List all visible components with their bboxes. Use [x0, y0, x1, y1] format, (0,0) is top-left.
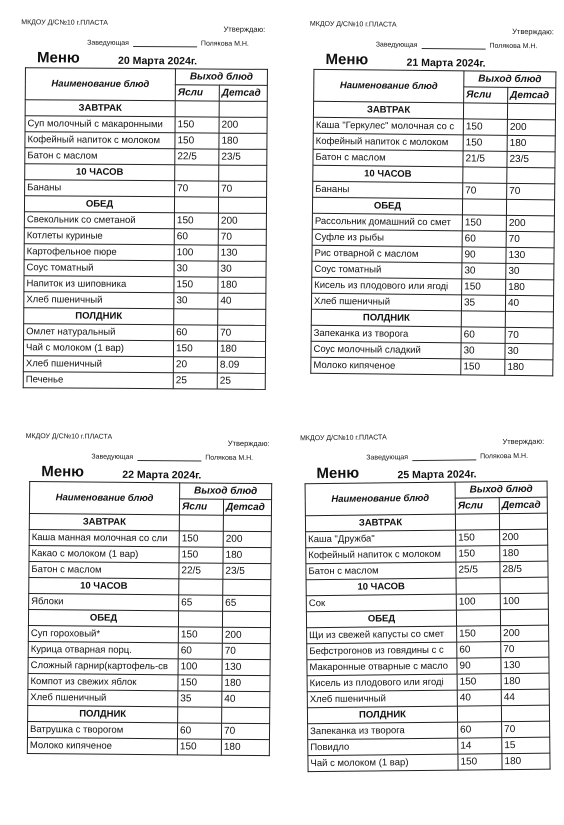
- head-signature-line: [376, 41, 538, 50]
- menu-date: 21 Марта 2024г.: [406, 56, 486, 70]
- dish-name: Компот из свежих яблок: [28, 674, 178, 691]
- yasli-value: 150: [174, 277, 218, 293]
- detsad-value: 100: [500, 593, 548, 610]
- menu-title: Меню: [316, 464, 360, 483]
- col-header-output: Выход блюд: [175, 69, 267, 86]
- dish-name: Печенье: [23, 372, 173, 389]
- col-header-dish: Наименование блюд: [25, 68, 175, 101]
- detsad-value: 180: [221, 739, 269, 755]
- table-row: [24, 244, 266, 262]
- detsad-value: 23/5: [507, 151, 555, 168]
- yasli-value: 35: [178, 691, 222, 707]
- detsad-value: 70: [218, 229, 266, 245]
- dish-name: Кофейный напиток с молоком: [306, 546, 456, 564]
- menu-sheet-4: [282, 417, 558, 825]
- dish-name: Бефстрогонов из говядины с с: [307, 642, 457, 660]
- detsad-value: 25: [217, 373, 265, 389]
- dish-name: Картофельное пюре: [24, 244, 174, 261]
- yasli-value: 22/5: [175, 149, 219, 165]
- yasli-value: 60: [177, 723, 221, 739]
- empty-cell: [456, 578, 500, 594]
- col-header-dish: Наименование блюд: [314, 69, 464, 103]
- yasli-value: 30: [462, 263, 506, 279]
- org-name: МКДОУ Д/С№10 г.ПЛАСТА: [25, 432, 113, 441]
- dish-name: Ватрушка с творогом: [27, 722, 177, 739]
- empty-cell: [179, 579, 223, 595]
- head-name: Полякова М.Н.: [489, 42, 538, 51]
- detsad-value: 180: [506, 279, 554, 296]
- detsad-value: 180: [502, 753, 550, 770]
- yasli-value: 150: [457, 674, 501, 690]
- detsad-value: 40: [222, 691, 270, 707]
- yasli-value: 150: [178, 627, 222, 643]
- section-label: ОБЕД: [28, 610, 178, 627]
- yasli-value: 150: [456, 546, 500, 562]
- detsad-value: 200: [222, 627, 270, 643]
- empty-cell: [222, 707, 270, 723]
- detsad-value: 180: [505, 359, 553, 376]
- empty-cell: [223, 515, 271, 531]
- dish-name: Батон с маслом: [25, 148, 175, 165]
- table-row: [24, 260, 266, 278]
- dish-name: Суп молочный с макаронными: [25, 116, 175, 133]
- dish-name: Хлеб пшеничный: [23, 356, 173, 373]
- head-signature-line: [87, 40, 249, 48]
- empty-cell: [500, 609, 548, 626]
- table-row: [24, 324, 266, 342]
- yasli-value: 150: [461, 359, 505, 375]
- yasli-value: 90: [457, 658, 501, 674]
- dish-name: Соус молочный сладкий: [311, 341, 461, 359]
- col-header-detsad: Детсад: [508, 87, 556, 104]
- menu-date: 22 Марта 2024г.: [122, 468, 202, 482]
- head-label: Заведующая: [87, 39, 129, 47]
- empty-cell: [506, 199, 554, 216]
- dish-name: Курица отварная порц.: [28, 642, 178, 659]
- menu-title: Меню: [36, 49, 80, 67]
- empty-cell: [219, 165, 267, 181]
- dish-name: Бананы: [25, 180, 175, 197]
- menu-table: [305, 481, 551, 773]
- dish-name: Хлеб пшеничный: [307, 690, 457, 708]
- yasli-value: 20: [173, 357, 217, 373]
- section-label: ПОЛДНИК: [307, 706, 457, 724]
- empty-cell: [179, 515, 223, 531]
- yasli-value: 40: [457, 690, 501, 706]
- detsad-value: 130: [501, 657, 549, 674]
- yasli-value: 150: [462, 215, 506, 231]
- dish-name: Кисель из плодового или ягоді: [312, 277, 462, 295]
- dish-name: Яблоки: [29, 594, 179, 611]
- yasli-value: 150: [175, 133, 219, 149]
- approve-label: Утверждаю:: [502, 436, 545, 447]
- col-header-dish: Наименование блюд: [305, 482, 455, 516]
- detsad-value: 200: [219, 117, 267, 133]
- empty-cell: [222, 611, 270, 627]
- yasli-value: 100: [174, 245, 218, 261]
- section-label: ПОЛДНИК: [24, 308, 174, 325]
- empty-cell: [507, 167, 555, 184]
- yasli-value: 30: [174, 261, 218, 277]
- org-name: МКДОУ Д/С№10 г.ПЛАСТА: [309, 20, 397, 29]
- yasli-value: 21/5: [463, 151, 507, 167]
- yasli-value: 30: [461, 343, 505, 359]
- org-name: МКДОУ Д/С№10 г.ПЛАСТА: [21, 19, 108, 27]
- yasli-value: 150: [458, 754, 502, 770]
- empty-cell: [178, 707, 222, 723]
- dish-name: Повидло: [308, 738, 458, 756]
- col-header-detsad: Детсад: [219, 85, 267, 101]
- col-header-output: Выход блюд: [464, 71, 556, 88]
- head-label: Заведующая: [366, 454, 409, 462]
- empty-cell: [219, 101, 267, 117]
- col-header-yasli: Ясли: [464, 87, 508, 103]
- detsad-value: 200: [500, 529, 548, 546]
- detsad-value: 70: [505, 327, 553, 344]
- empty-cell: [457, 706, 501, 722]
- empty-cell: [499, 513, 547, 530]
- table-row: [24, 212, 266, 230]
- dish-name: Щи из свежей капусты со смет: [307, 626, 457, 644]
- approve-label: Утверждаю:: [227, 438, 270, 449]
- yasli-value: 25: [173, 373, 217, 389]
- signature-line: [137, 460, 201, 462]
- table-row: [308, 753, 550, 772]
- yasli-value: 150: [174, 213, 218, 229]
- yasli-value: 25/5: [456, 562, 500, 578]
- detsad-value: 23/5: [219, 149, 267, 165]
- empty-cell: [175, 165, 219, 181]
- empty-cell: [174, 309, 218, 325]
- yasli-value: 30: [174, 293, 218, 309]
- section-label: 10 ЧАСОВ: [313, 165, 463, 183]
- col-header-dish: Наименование блюд: [29, 482, 179, 515]
- section-row: [25, 100, 267, 118]
- detsad-value: 23/5: [223, 563, 271, 579]
- menu-sheet-2: [288, 5, 564, 413]
- dish-name: Какао с молоком (1 вар): [29, 546, 179, 563]
- head-signature-line: [91, 454, 253, 462]
- yasli-value: 100: [178, 659, 222, 675]
- dish-name: Хлеб пшеничный: [28, 690, 178, 707]
- menu-table: [23, 67, 268, 390]
- detsad-value: 130: [222, 659, 270, 675]
- dish-name: Молоко кипяченое: [311, 357, 461, 375]
- section-row: [24, 196, 266, 214]
- dish-name: Сок: [306, 594, 456, 612]
- col-header-yasli: Ясли: [175, 85, 219, 101]
- table-row: [23, 340, 265, 358]
- detsad-value: 200: [506, 215, 554, 232]
- empty-cell: [218, 309, 266, 325]
- dish-name: Чай с молоком (1 вар): [23, 340, 173, 357]
- detsad-value: 40: [218, 293, 266, 309]
- menu-table: [310, 69, 556, 377]
- yasli-value: 150: [457, 626, 501, 642]
- dish-name: Молоко кипяченое: [27, 738, 177, 755]
- yasli-value: 150: [462, 279, 506, 295]
- dish-name: Батон с маслом: [313, 149, 463, 167]
- head-name: Полякова М.Н.: [200, 40, 249, 48]
- table-header-row: [30, 482, 272, 500]
- yasli-value: 14: [458, 738, 502, 754]
- dish-name: Батон с маслом: [29, 562, 179, 579]
- section-label: ЗАВТРАК: [305, 514, 455, 532]
- head-label: Заведующая: [91, 453, 134, 461]
- section-label: ЗАВТРАК: [313, 101, 463, 119]
- table-row: [25, 148, 267, 166]
- yasli-value: 100: [456, 594, 500, 610]
- dish-name: Рассольник домашний со смет: [312, 213, 462, 231]
- detsad-value: 70: [219, 181, 267, 197]
- yasli-value: 60: [457, 642, 501, 658]
- section-label: ОБЕД: [306, 610, 456, 628]
- yasli-value: 35: [461, 295, 505, 311]
- empty-cell: [462, 199, 506, 215]
- detsad-value: 70: [501, 641, 549, 658]
- yasli-value: 60: [178, 643, 222, 659]
- yasli-value: 150: [173, 341, 217, 357]
- detsad-value: 30: [506, 263, 554, 280]
- dish-name: Каша "Геркулес" молочная со с: [313, 117, 463, 135]
- dish-name: Хлеб пшеничный: [311, 293, 461, 311]
- detsad-value: 8.09: [217, 357, 265, 373]
- detsad-value: 30: [505, 343, 553, 360]
- dish-name: Запеканка из творога: [308, 722, 458, 740]
- head-label: Заведующая: [375, 41, 418, 49]
- empty-cell: [463, 103, 507, 119]
- section-row: [24, 308, 266, 326]
- menu-table: [27, 481, 272, 756]
- yasli-value: 150: [456, 530, 500, 546]
- table-row: [23, 372, 265, 390]
- section-label: ОБЕД: [312, 197, 462, 215]
- detsad-value: 180: [218, 277, 266, 293]
- yasli-value: 150: [179, 531, 223, 547]
- detsad-value: 180: [219, 133, 267, 149]
- dish-name: Напиток из шиповника: [24, 276, 174, 293]
- col-header-output: Выход блюд: [180, 483, 272, 500]
- empty-cell: [223, 579, 271, 595]
- dish-name: Запеканка из творога: [311, 325, 461, 343]
- section-label: ПОЛДНИК: [311, 309, 461, 327]
- signature-line: [133, 46, 197, 47]
- head-name: Полякова М.Н.: [480, 452, 529, 461]
- approve-label: Утверждаю:: [512, 26, 554, 37]
- menu-sheet-3: [4, 417, 280, 824]
- detsad-value: 70: [507, 183, 555, 200]
- section-row: [25, 164, 267, 182]
- org-name: МКДОУ Д/С№10 г.ПЛАСТА: [300, 434, 387, 443]
- detsad-value: 70: [221, 723, 269, 739]
- dish-name: Суфле из рыбы: [312, 229, 462, 247]
- section-label: ЗАВТРАК: [25, 100, 175, 117]
- empty-cell: [175, 101, 219, 117]
- yasli-value: 60: [462, 231, 506, 247]
- col-header-yasli: Ясли: [455, 498, 499, 514]
- detsad-value: 180: [223, 547, 271, 563]
- detsad-value: 130: [218, 245, 266, 261]
- detsad-value: 28/5: [500, 561, 548, 578]
- detsad-value: 180: [217, 341, 265, 357]
- table-row: [25, 116, 267, 134]
- detsad-value: 70: [222, 643, 270, 659]
- empty-cell: [178, 611, 222, 627]
- empty-cell: [456, 610, 500, 626]
- table-header-row: [25, 68, 267, 86]
- dish-name: Каша "Дружба": [306, 530, 456, 548]
- approve-label: Утверждаю:: [223, 24, 266, 34]
- section-label: 10 ЧАСОВ: [306, 578, 456, 596]
- yasli-value: 150: [178, 675, 222, 691]
- dish-name: Кофейный напиток с молоком: [25, 132, 175, 149]
- yasli-value: 22/5: [179, 563, 223, 579]
- detsad-value: 180: [501, 673, 549, 690]
- detsad-value: 44: [501, 689, 549, 706]
- dish-name: Омлет натуральный: [24, 324, 174, 341]
- empty-cell: [174, 197, 218, 213]
- yasli-value: 70: [463, 183, 507, 199]
- col-header-output: Выход блюд: [455, 481, 547, 498]
- dish-name: Кисель из плодового или ягоді: [307, 674, 457, 692]
- yasli-value: 70: [175, 181, 219, 197]
- detsad-value: 180: [500, 545, 548, 562]
- detsad-value: 180: [222, 675, 270, 691]
- menu-date: 20 Марта 2024г.: [117, 54, 198, 68]
- table-row: [311, 357, 553, 376]
- yasli-value: 60: [174, 229, 218, 245]
- table-row: [24, 228, 266, 246]
- menu-title: Меню: [325, 50, 369, 69]
- col-header-detsad: Детсад: [223, 499, 271, 515]
- dish-name: Кофейный напиток с молоком: [313, 133, 463, 151]
- table-row: [23, 356, 265, 374]
- empty-cell: [507, 103, 555, 120]
- section-label: 10 ЧАСОВ: [29, 578, 179, 595]
- dish-name: Соус томатный: [24, 260, 174, 277]
- dish-name: Суп гороховый*: [28, 626, 178, 643]
- col-header-detsad: Детсад: [499, 497, 547, 514]
- dish-name: Каша манная молочная со сли: [29, 530, 179, 547]
- dish-name: Чай с молоком (1 вар): [308, 754, 458, 772]
- signature-line: [412, 459, 476, 461]
- table-row: [27, 738, 269, 756]
- table-row: [24, 276, 266, 294]
- dish-name: Батон с маслом: [306, 562, 456, 580]
- menu-date: 25 Марта 2024г.: [397, 468, 477, 482]
- detsad-value: 30: [218, 261, 266, 277]
- section-label: 10 ЧАСОВ: [25, 164, 175, 181]
- section-label: ОБЕД: [24, 196, 174, 213]
- empty-cell: [501, 705, 549, 722]
- dish-name: Хлеб пшеничный: [24, 292, 174, 309]
- menu-title: Меню: [41, 463, 85, 481]
- empty-cell: [505, 311, 553, 328]
- yasli-value: 150: [179, 547, 223, 563]
- section-label: ПОЛДНИК: [28, 706, 178, 723]
- dish-name: Котлеты куриные: [24, 228, 174, 245]
- menu-sheet-1: [1, 3, 276, 410]
- detsad-value: 200: [501, 625, 549, 642]
- yasli-value: 150: [175, 117, 219, 133]
- detsad-value: 70: [506, 231, 554, 248]
- dish-name: Соус томатный: [312, 261, 462, 279]
- head-signature-line: [366, 453, 528, 462]
- yasli-value: 150: [177, 739, 221, 755]
- detsad-value: 70: [218, 325, 266, 341]
- dish-name: Свекольник со сметаной: [24, 212, 174, 229]
- yasli-value: 60: [174, 325, 218, 341]
- yasli-value: 150: [463, 135, 507, 151]
- table-row: [25, 132, 267, 150]
- yasli-value: 60: [458, 722, 502, 738]
- detsad-value: 200: [223, 531, 271, 547]
- dish-name: Сложный гарнир(картофель-св: [28, 658, 178, 675]
- dish-name: Рис отварной с маслом: [312, 245, 462, 263]
- dish-name: Макаронные отварные с масло: [307, 658, 457, 676]
- detsad-value: 130: [506, 247, 554, 264]
- head-name: Полякова М.Н.: [205, 454, 254, 462]
- section-label: ЗАВТРАК: [29, 514, 179, 531]
- detsad-value: 40: [505, 295, 553, 312]
- empty-cell: [463, 167, 507, 183]
- detsad-value: 200: [507, 119, 555, 136]
- yasli-value: 90: [462, 247, 506, 263]
- detsad-value: 200: [218, 213, 266, 229]
- detsad-value: 180: [507, 135, 555, 152]
- yasli-value: 65: [179, 595, 223, 611]
- table-header-row: [314, 69, 556, 88]
- col-header-yasli: Ясли: [179, 499, 223, 515]
- table-row: [24, 292, 266, 310]
- empty-cell: [461, 311, 505, 327]
- table-row: [25, 180, 267, 198]
- yasli-value: 150: [463, 119, 507, 135]
- yasli-value: 60: [461, 327, 505, 343]
- empty-cell: [455, 514, 499, 530]
- empty-cell: [218, 197, 266, 213]
- signature-line: [421, 48, 485, 50]
- empty-cell: [500, 577, 548, 594]
- detsad-value: 15: [502, 737, 550, 754]
- detsad-value: 70: [502, 721, 550, 738]
- detsad-value: 65: [223, 595, 271, 611]
- dish-name: Бананы: [313, 181, 463, 199]
